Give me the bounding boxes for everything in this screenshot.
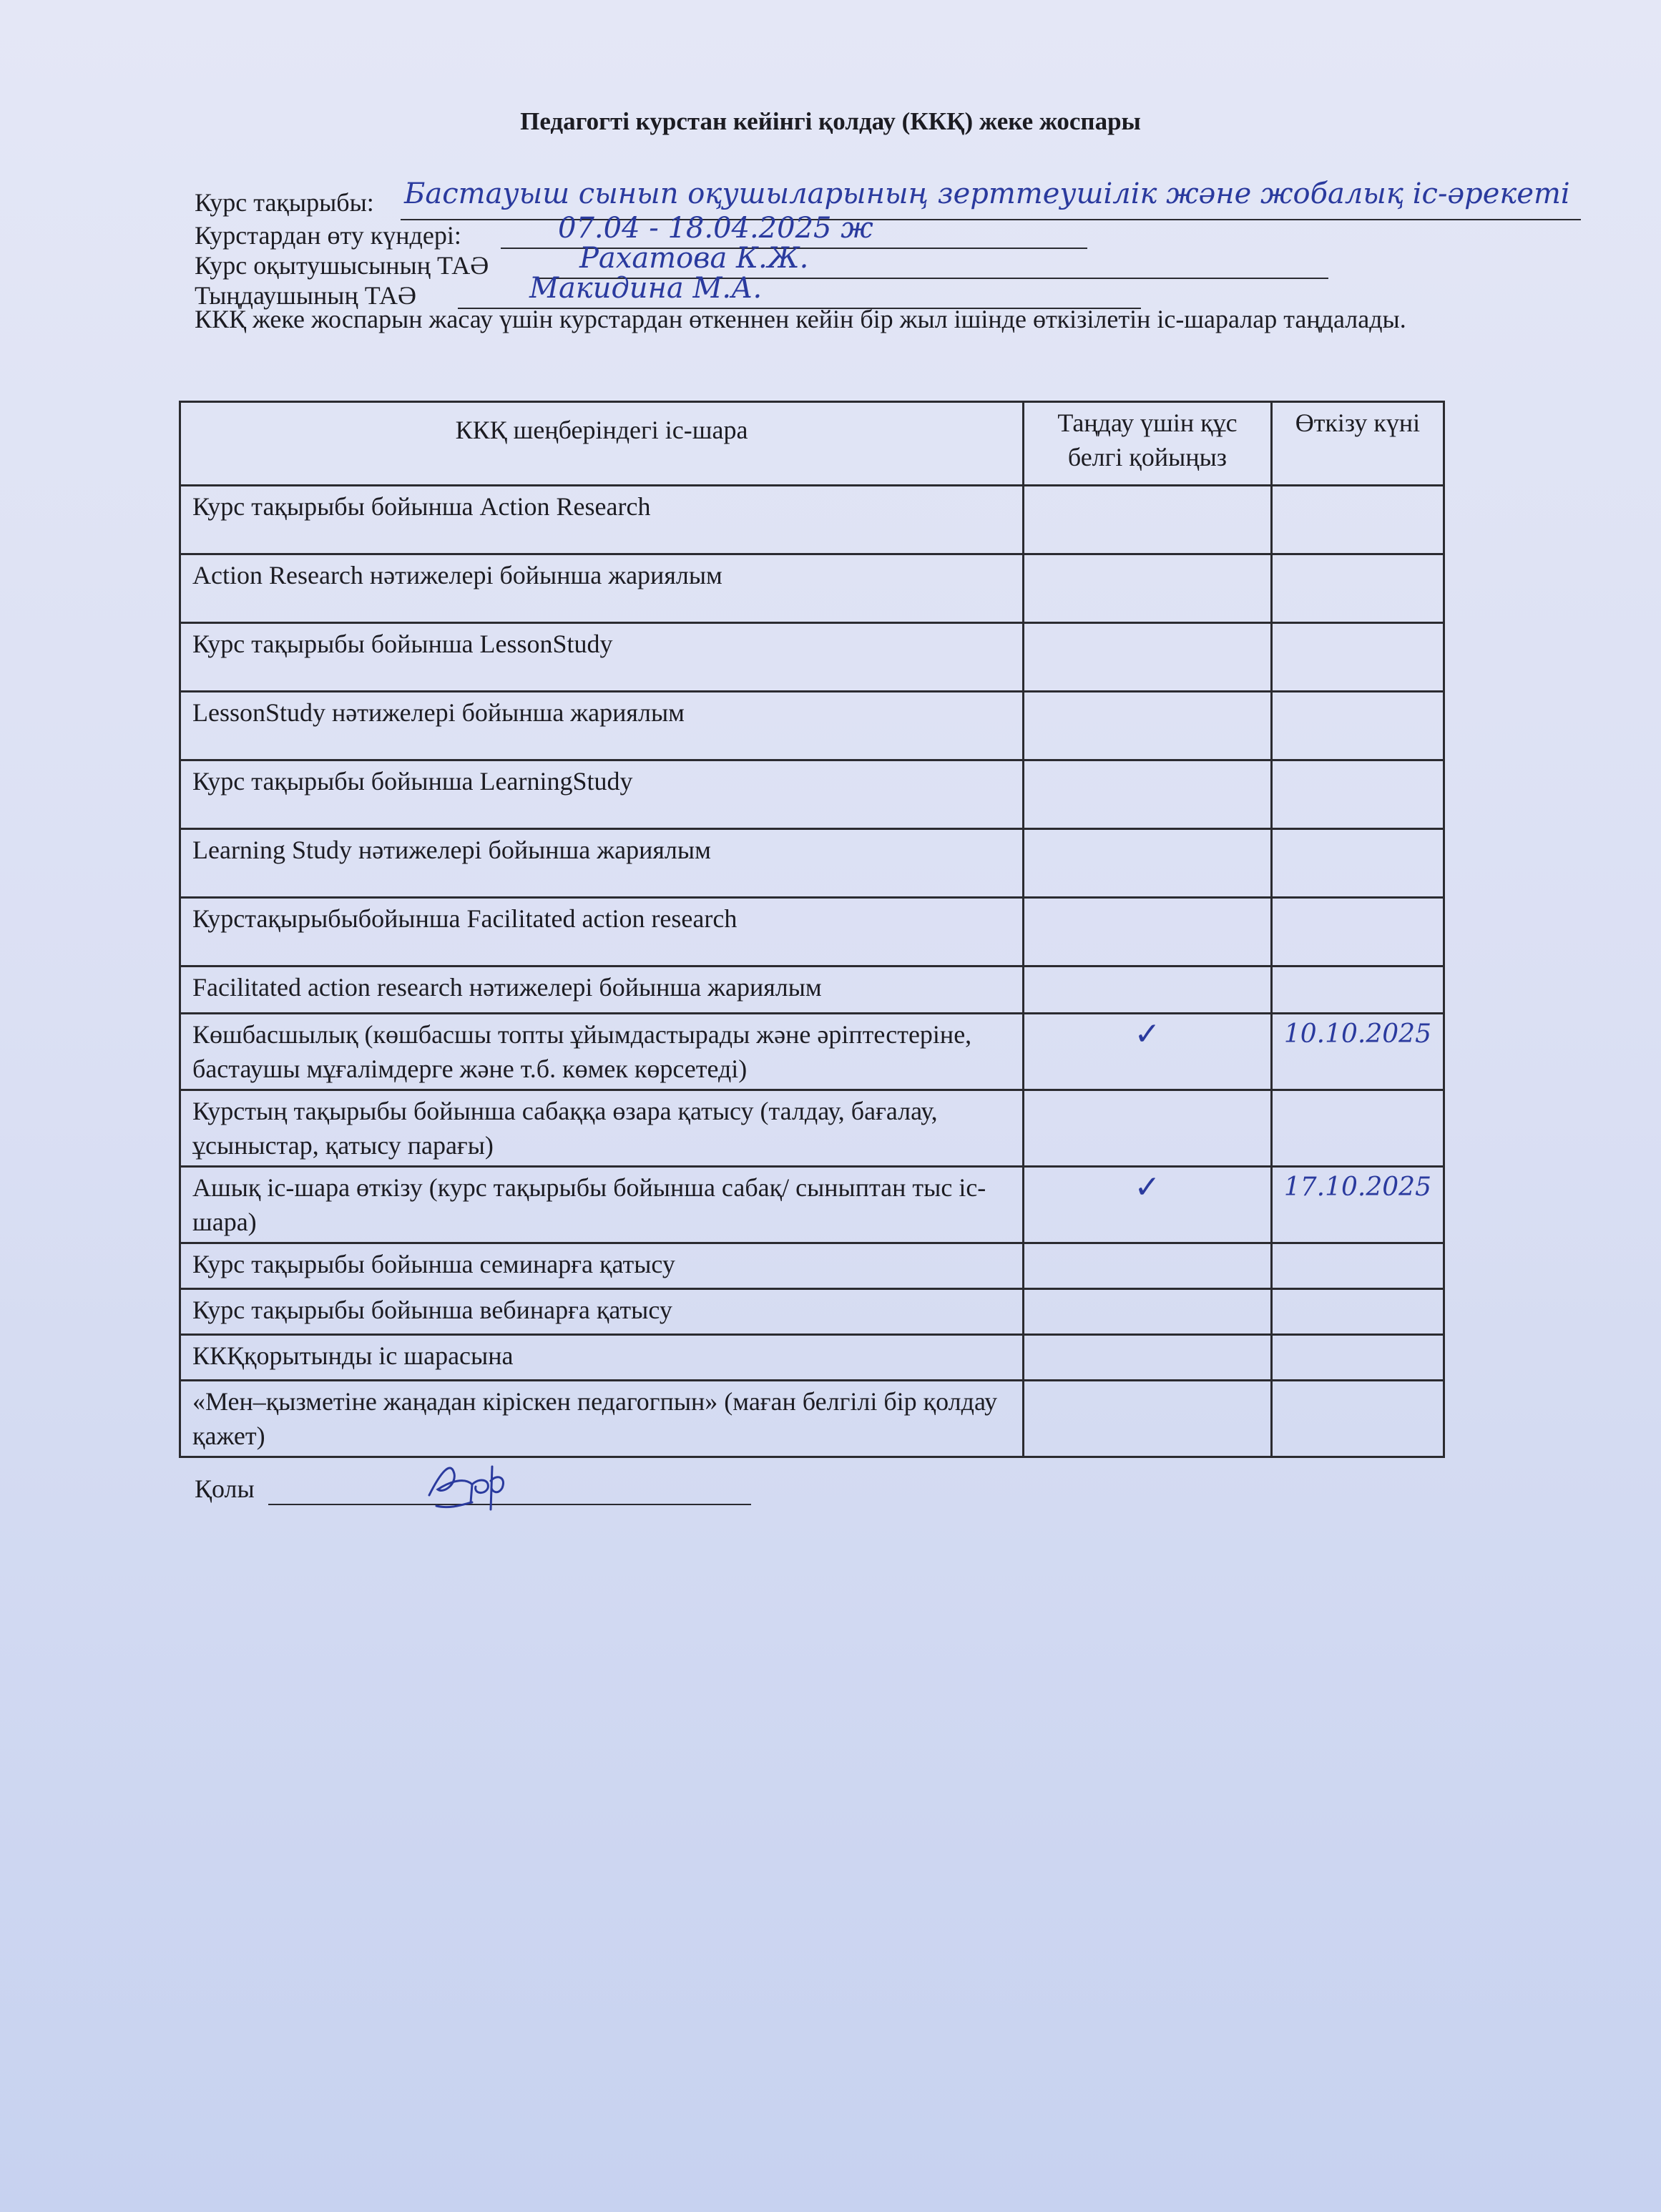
- activity-cell: Action Research нәтижелері бойынша жариялым: [180, 554, 1024, 623]
- table-row: [180, 1014, 1444, 1090]
- checkmark-cell[interactable]: [1024, 1289, 1272, 1335]
- table-row: [180, 1090, 1444, 1167]
- checkmark-cell[interactable]: ✓: [1024, 1167, 1272, 1243]
- activity-cell: Learning Study нәтижелері бойынша жариялым: [180, 829, 1024, 898]
- checkmark-cell[interactable]: [1024, 966, 1272, 1014]
- trainer-field: [195, 250, 489, 280]
- date-cell[interactable]: 17.10.2025: [1271, 1167, 1444, 1243]
- table-row: [180, 1289, 1444, 1335]
- dates-label: Курстардан өту күндері:: [195, 221, 461, 250]
- table-row: [180, 486, 1444, 554]
- table-row: [180, 692, 1444, 760]
- activity-cell: Facilitated action research нәтижелері бойынша жариялым: [180, 966, 1024, 1014]
- course-topic-field: [195, 187, 374, 217]
- activity-cell: Курс тақырыбы бойынша семинарға қатысу: [180, 1243, 1024, 1289]
- signature-image: [422, 1452, 515, 1517]
- checkmark-cell[interactable]: [1024, 692, 1272, 760]
- plan-table-body: [180, 486, 1444, 1457]
- checkmark-cell[interactable]: [1024, 554, 1272, 623]
- date-cell[interactable]: [1271, 760, 1444, 829]
- activity-cell: «Мен–қызметіне жаңадан кіріскен педагогпын» (маған белгілі бір қолдау қажет): [180, 1381, 1024, 1457]
- listener-label: Тыңдаушының ТАӘ: [195, 281, 416, 310]
- table-row: [180, 1335, 1444, 1381]
- date-cell[interactable]: [1271, 1289, 1444, 1335]
- activity-cell: LessonStudy нәтижелері бойынша жариялым: [180, 692, 1024, 760]
- date-cell[interactable]: [1271, 829, 1444, 898]
- checkmark-cell[interactable]: ✓: [1024, 1014, 1272, 1090]
- dates-field: [195, 220, 461, 250]
- date-cell[interactable]: 10.10.2025: [1271, 1014, 1444, 1090]
- date-cell[interactable]: [1271, 554, 1444, 623]
- header-select: Таңдау үшін құс белгі қойыңыз: [1024, 402, 1272, 486]
- activity-cell: ККҚқорытынды іс шарасына: [180, 1335, 1024, 1381]
- activity-cell: Курс тақырыбы бойынша LessonStudy: [180, 623, 1024, 692]
- checkmark-cell[interactable]: [1024, 829, 1272, 898]
- table-header-row: [180, 402, 1444, 486]
- table-row: [180, 1243, 1444, 1289]
- date-cell[interactable]: [1271, 1090, 1444, 1167]
- trainer-value: Рахатова К.Ж.: [579, 242, 809, 275]
- checkmark-cell[interactable]: [1024, 1090, 1272, 1167]
- activity-cell: Курс тақырыбы бойынша Action Research: [180, 486, 1024, 554]
- dates-value: 07.04 - 18.04.2025 ж: [558, 212, 873, 245]
- listener-value: Макидина М.А.: [529, 272, 763, 305]
- activity-cell: Курс тақырыбы бойынша вебинарға қатысу: [180, 1289, 1024, 1335]
- date-cell[interactable]: [1271, 1243, 1444, 1289]
- checkmark-cell[interactable]: [1024, 1335, 1272, 1381]
- table-row: [180, 554, 1444, 623]
- checkmark-cell[interactable]: [1024, 1243, 1272, 1289]
- document-title: Педагогті курстан кейінгі қолдау (ККҚ) жеке жоспары: [520, 107, 1141, 135]
- checkmark-cell[interactable]: [1024, 898, 1272, 966]
- date-cell[interactable]: [1271, 898, 1444, 966]
- table-row: [180, 1381, 1444, 1457]
- date-cell[interactable]: [1271, 1335, 1444, 1381]
- header-activity: ККҚ шеңберіндегі іс-шара: [180, 402, 1024, 486]
- header-date: Өткізу күні: [1271, 402, 1444, 486]
- trainer-label: Курс оқытушысының ТАӘ: [195, 251, 489, 280]
- activity-cell: Көшбасшылық (көшбасшы топты ұйымдастырады және әріптестеріне, бастаушы мұғалімдерге және т.б. көмек көрсетеді): [180, 1014, 1024, 1090]
- intro-text: ККҚ жеке жоспарын жасау үшін курстардан өткеннен кейін бір жыл ішінде өткізілетін іс-шаралар таңдалады.: [195, 305, 1406, 333]
- course-topic-label: Курс тақырыбы:: [195, 188, 374, 217]
- date-cell[interactable]: [1271, 1381, 1444, 1457]
- activity-cell: Курстың тақырыбы бойынша сабаққа өзара қатысу (талдау, бағалау, ұсыныстар, қатысу парағы): [180, 1090, 1024, 1167]
- plan-table: [179, 401, 1445, 1458]
- course-topic-value: Бастауыш сынып оқушыларының зерттеушілік және жобалық іс-әрекеті: [404, 177, 1570, 210]
- activity-cell: Курстақырыбыбойынша Facilitated action research: [180, 898, 1024, 966]
- checkmark-cell[interactable]: [1024, 760, 1272, 829]
- checkmark-cell[interactable]: [1024, 623, 1272, 692]
- signature-label: Қолы: [195, 1474, 255, 1503]
- date-cell[interactable]: [1271, 486, 1444, 554]
- table-row: [180, 760, 1444, 829]
- table-row: [180, 1167, 1444, 1243]
- checkmark-cell[interactable]: [1024, 1381, 1272, 1457]
- table-row: [180, 898, 1444, 966]
- activity-cell: Курс тақырыбы бойынша LearningStudy: [180, 760, 1024, 829]
- table-row: [180, 966, 1444, 1014]
- table-row: [180, 623, 1444, 692]
- date-cell[interactable]: [1271, 966, 1444, 1014]
- activity-cell: Ашық іс-шара өткізу (курс тақырыбы бойынша сабақ/ сыныптан тыс іс-шара): [180, 1167, 1024, 1243]
- checkmark-cell[interactable]: [1024, 486, 1272, 554]
- date-cell[interactable]: [1271, 692, 1444, 760]
- date-cell[interactable]: [1271, 623, 1444, 692]
- table-row: [180, 829, 1444, 898]
